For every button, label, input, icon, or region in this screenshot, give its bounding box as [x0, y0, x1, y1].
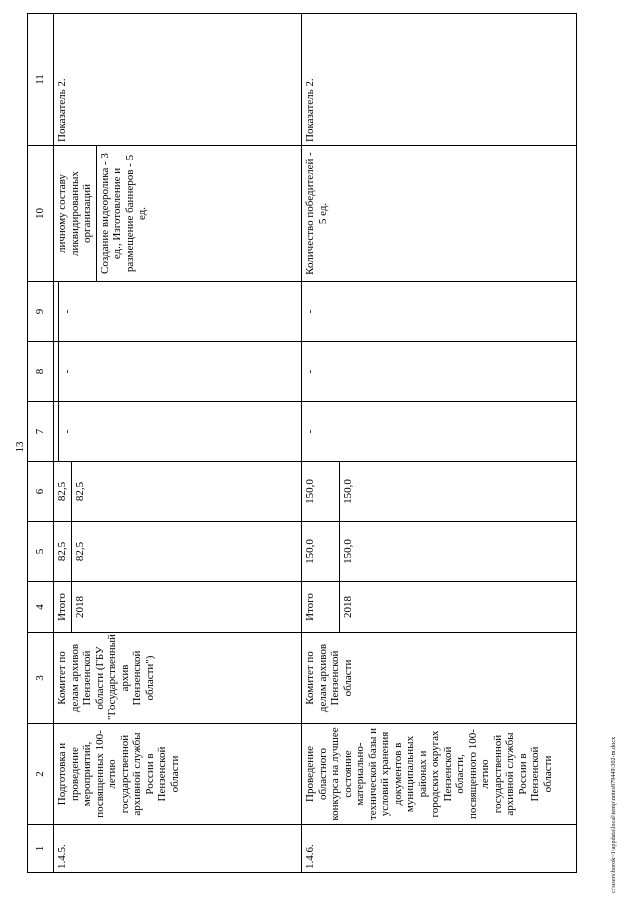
value-year: -: [61, 309, 73, 314]
row-number: 1.4.6.: [302, 825, 577, 873]
value-year: 82,5: [73, 481, 86, 502]
table-row: [54, 14, 302, 873]
funding-col9-cell: -: [302, 282, 577, 342]
executor: Комитет по делам архивов Пензенской области: [302, 633, 577, 724]
funding-col7-cell: -: [302, 402, 577, 462]
row-number: 1.4.5.: [54, 825, 302, 873]
funding-total-cell: [302, 522, 577, 582]
value-year: -: [61, 369, 73, 374]
indicator-cell: [54, 146, 302, 282]
column-header: 3: [28, 633, 54, 724]
activity-name: Проведение областного конкурса на лучшее состояние материально-технической базы и условий хранения документов в муниципальных районах и городских округах Пензенской области, посвященного 100-летию государственной архивной службы России в Пензенской области: [302, 724, 577, 825]
year-cell: [302, 582, 577, 633]
value-total: 82,5: [54, 522, 71, 581]
year-value: 2018: [73, 596, 86, 618]
funding-col8-cell: [54, 342, 302, 402]
funding-regional-cell: [54, 462, 302, 522]
column-header: 1: [28, 825, 54, 873]
program-table: [27, 13, 577, 873]
column-header: 5: [28, 522, 54, 582]
value-year: 150,0: [342, 539, 354, 564]
indicator-text: Создание видеоролика - 3 ед., Изготовление и размещение баннеров - 5 ед.: [98, 153, 148, 274]
column-header: 8: [28, 342, 54, 402]
column-header: 7: [28, 402, 54, 462]
column-header: 6: [28, 462, 54, 522]
funding-col8-cell: -: [302, 342, 577, 402]
activity-name: Подготовка и проведение мероприятий, посвященных 100-летию государственной архивной службы России в Пензенской области: [54, 724, 302, 825]
table-row: [302, 14, 577, 873]
value-year: -: [61, 429, 73, 434]
value-total: 150,0: [302, 462, 340, 521]
funding-col7-cell: [54, 402, 302, 462]
value-total: 150,0: [302, 522, 340, 581]
value-year: 150,0: [342, 479, 354, 504]
indicator-ref: Показатель 2.: [302, 14, 577, 146]
page-number: 13: [14, 441, 26, 453]
funding-total-cell: [54, 522, 302, 582]
column-header: 2: [28, 724, 54, 825]
year-cell: [54, 582, 302, 633]
column-header: 10: [28, 146, 54, 282]
executor: Комитет по делам архивов Пензенской области (ГБУ "Государственный архив Пензенской области"): [54, 633, 302, 724]
column-number-row: [28, 14, 54, 873]
column-header: 9: [28, 282, 54, 342]
indicator-text: Количество победителей - 5 ед.: [302, 146, 577, 282]
funding-col9-cell: [54, 282, 302, 342]
column-header: 4: [28, 582, 54, 633]
year-total: Итого: [54, 582, 71, 632]
year-total: Итого: [302, 582, 340, 632]
funding-regional-cell: [302, 462, 577, 522]
file-path-footer: c:\users\borok~1\appdata\local\temp\notes879449\302-m.docx: [611, 736, 617, 893]
indicator-ref: Показатель 2.: [54, 14, 302, 146]
column-header: 11: [28, 14, 54, 146]
year-value: 2018: [342, 596, 354, 618]
previous-indicator-text: личному составу ликвидированных организаций: [54, 146, 96, 281]
value-year: 82,5: [73, 541, 86, 562]
value-total: 82,5: [54, 462, 71, 521]
